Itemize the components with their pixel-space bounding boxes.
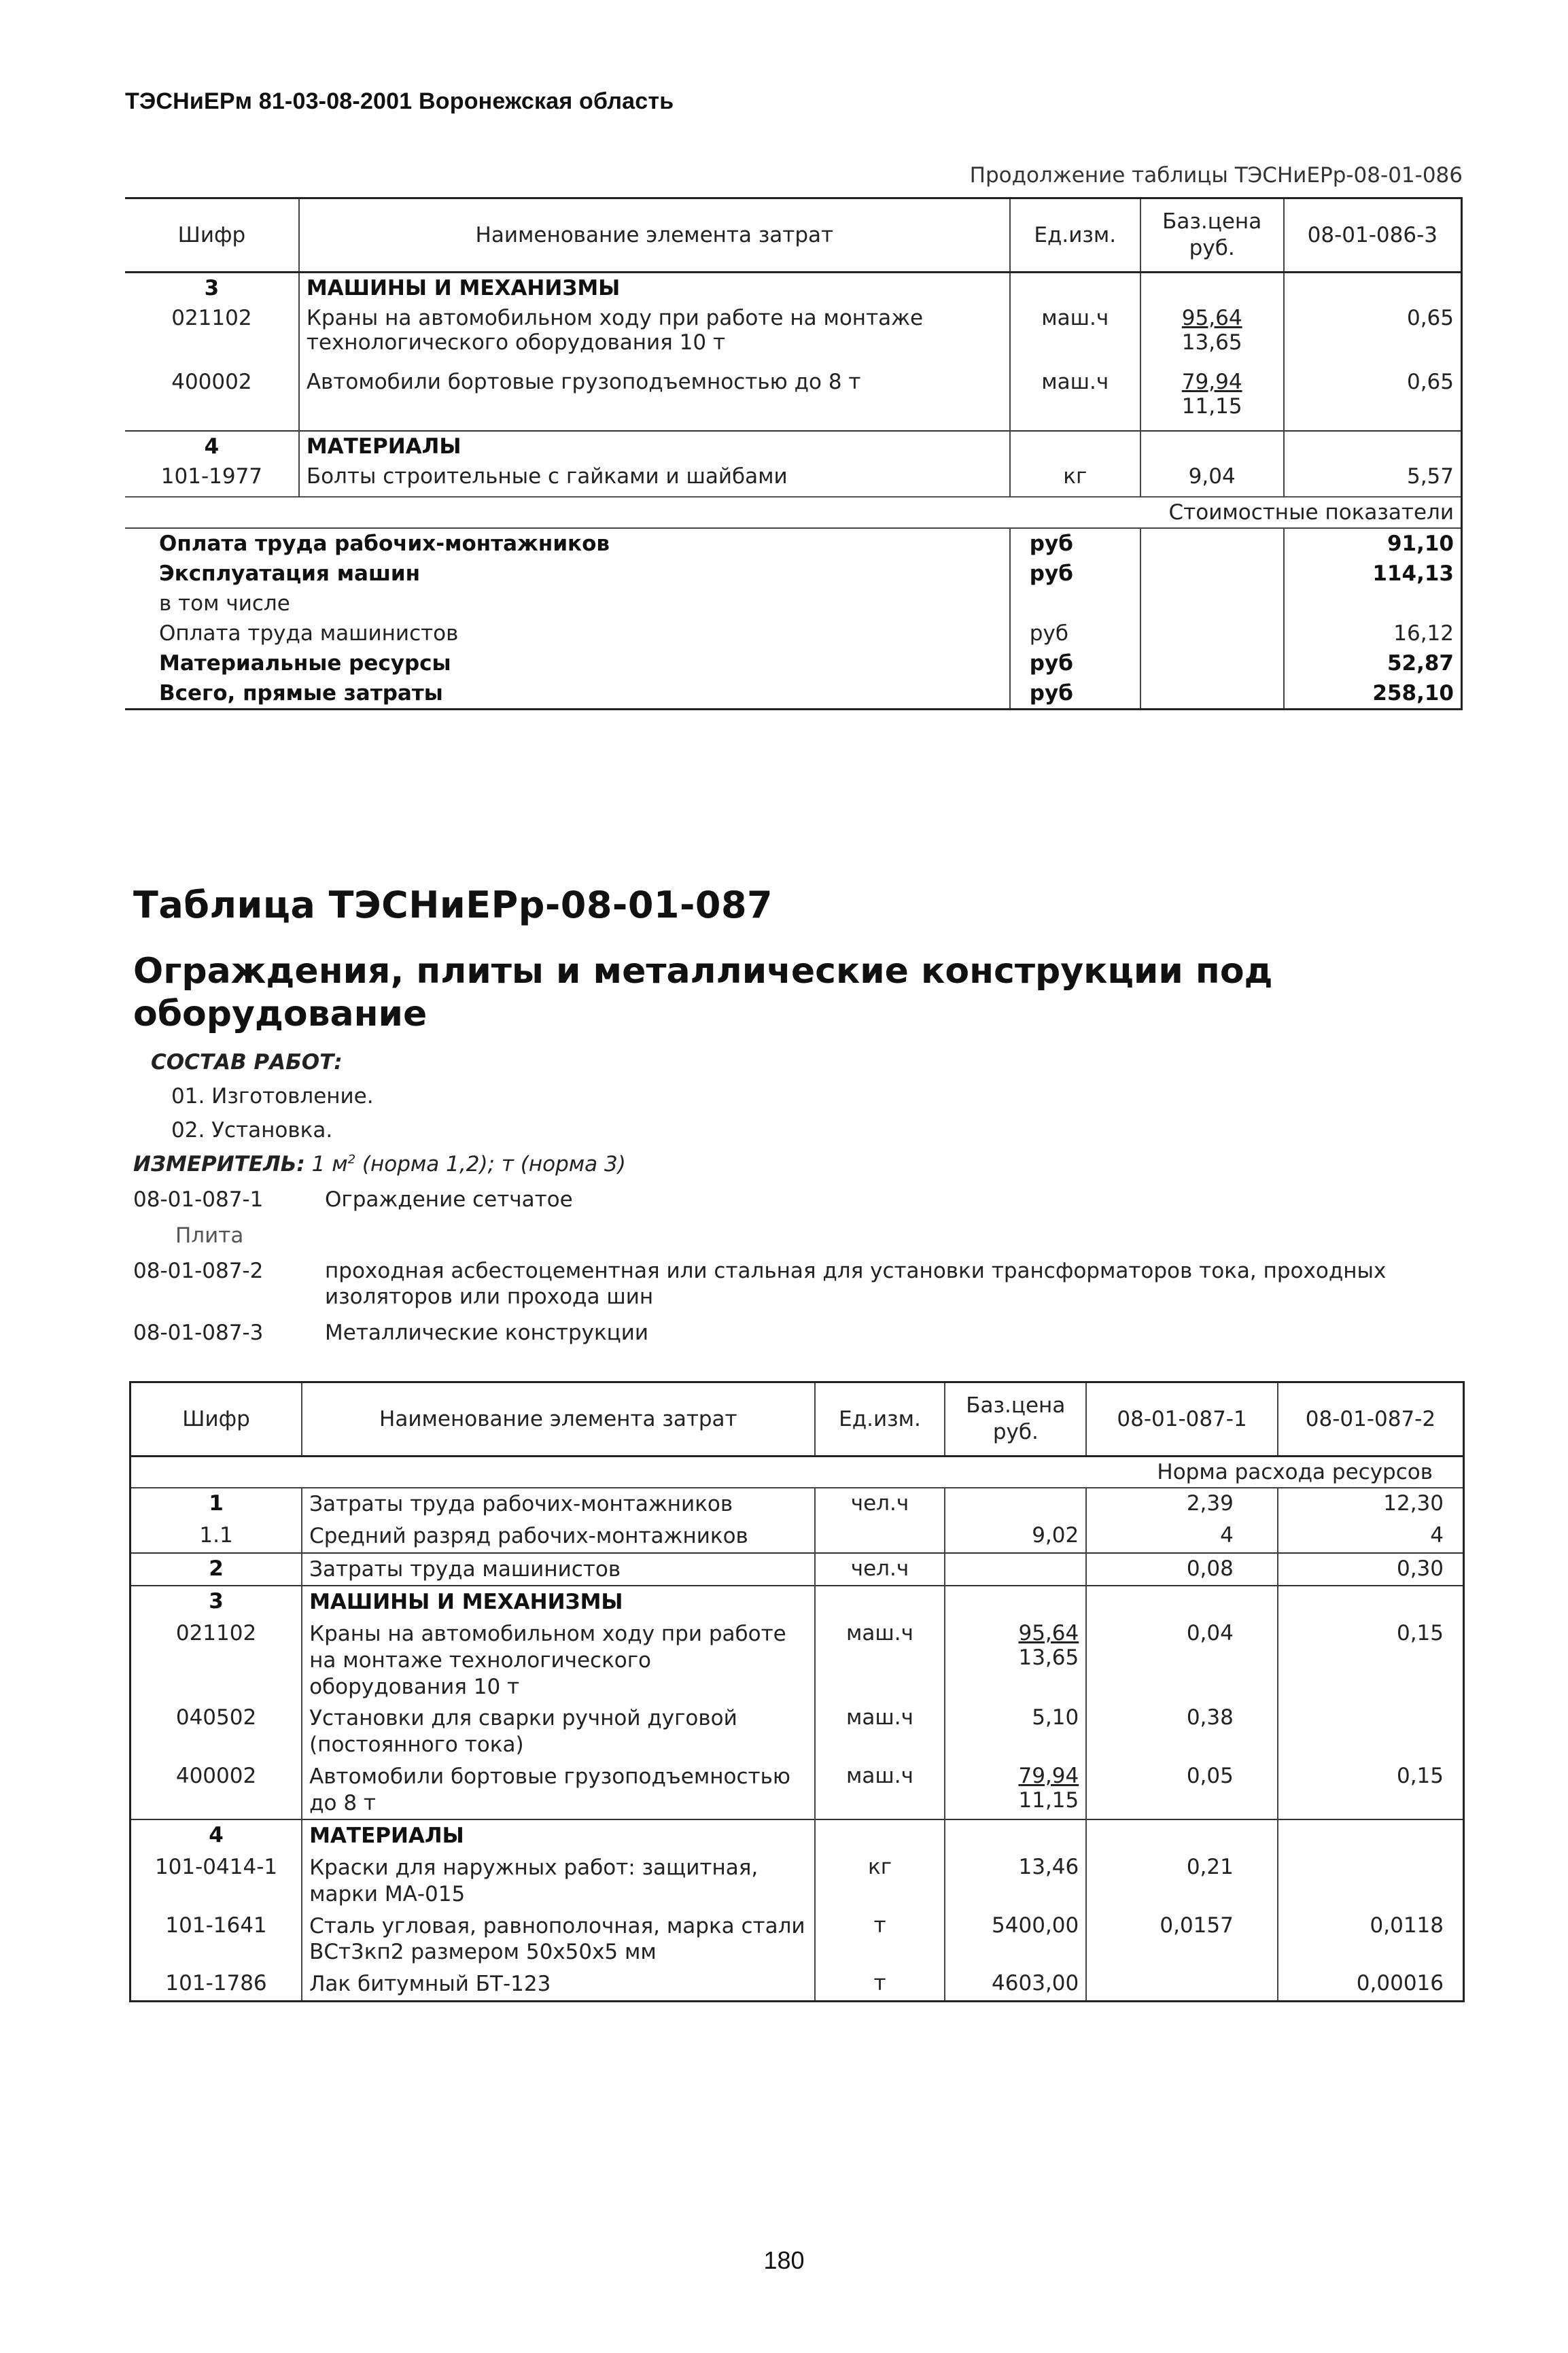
summary-spacer: [1140, 678, 1284, 710]
summary-unit: руб: [1010, 678, 1140, 710]
cell-code: 2: [130, 1553, 302, 1586]
price-value: 9,04: [1188, 464, 1236, 489]
cell-norm-2: [1278, 1703, 1464, 1761]
col-header-norm-1: 08-01-087-1: [1086, 1382, 1278, 1457]
summary-row: [125, 589, 1462, 618]
cell-name: Краски для наружных работ: защитная, марки МА-015: [302, 1852, 815, 1911]
cell-unit: кг: [815, 1852, 945, 1911]
table-title: Таблица ТЭСНиЕРр-08-01-087: [133, 884, 773, 926]
resource-table-087: [129, 1381, 1465, 2002]
col-header-name: Наименование элемента затрат: [302, 1382, 815, 1457]
table-row: [130, 1553, 1464, 1586]
cell-code: 400002: [171, 370, 252, 394]
cell-unit: [1010, 431, 1140, 461]
item-text: Ограждение сетчатое: [325, 1187, 573, 1212]
cell-code: 101-1977: [160, 464, 263, 489]
item-code: 08-01-087-3: [133, 1321, 264, 1345]
cell-code: 1: [130, 1488, 302, 1520]
price-value: 9,02: [1032, 1522, 1079, 1548]
section-row: [130, 1586, 1464, 1618]
col-header-norm: 08-01-086-3: [1284, 198, 1462, 273]
cell-unit: маш.ч: [815, 1761, 945, 1820]
norm-caption-row: [130, 1457, 1464, 1488]
cell-unit: [815, 1520, 945, 1553]
section-row: [125, 273, 1462, 304]
cell-code: 1.1: [130, 1520, 302, 1553]
cell-code: 101-1786: [130, 1968, 302, 2001]
cell-norm: 5,57: [1284, 461, 1462, 497]
cell-price: [1140, 461, 1284, 497]
cell-code: 101-0414-1: [130, 1852, 302, 1911]
price-value: 79,94: [1181, 370, 1242, 394]
cell-unit: т: [815, 1968, 945, 2001]
summary-spacer: [1140, 618, 1284, 648]
summary-name: Оплата труда машинистов: [159, 621, 459, 646]
cell-norm-2: 0,00016: [1278, 1968, 1464, 2001]
price-wage: 13,65: [1181, 330, 1242, 355]
cell-code: 101-1641: [130, 1911, 302, 1969]
cell-price: [945, 1911, 1086, 1969]
cell-norm-1: 0,21: [1086, 1852, 1278, 1911]
table-subtitle: Ограждения, плиты и металлические конструкции под оборудование: [133, 951, 1273, 1035]
cell-norm-1: 0,08: [1086, 1553, 1278, 1586]
cell-unit: чел.ч: [815, 1553, 945, 1586]
table-row: [130, 1618, 1464, 1703]
summary-unit: руб: [1010, 559, 1140, 589]
cell-norm: 0,65: [1284, 303, 1462, 367]
summary-row: [125, 618, 1462, 648]
cell-unit: т: [815, 1911, 945, 1969]
cell-norm: [1284, 273, 1462, 304]
table-row: [125, 303, 1462, 367]
col-header-name: Наименование элемента затрат: [299, 198, 1010, 273]
cell-name: МАШИНЫ И МЕХАНИЗМЫ: [302, 1586, 815, 1618]
col-header-unit: Ед.изм.: [815, 1382, 945, 1457]
price-wage: 11,15: [1181, 394, 1242, 419]
cell-unit: маш.ч: [1010, 303, 1140, 367]
cell-code: 040502: [130, 1703, 302, 1761]
section-row: [125, 431, 1462, 461]
cell-price: [945, 1761, 1086, 1820]
cell-name: Лак битумный БТ-123: [302, 1968, 815, 2001]
cell-price: [945, 1703, 1086, 1761]
table-row: [130, 1520, 1464, 1553]
cell-name: Автомобили бортовые грузоподъемностью до 8 т: [302, 1761, 815, 1820]
cell-name: Средний разряд рабочих-монтажников: [302, 1520, 815, 1553]
cell-name: Затраты труда рабочих-монтажников: [302, 1488, 815, 1520]
col-header-unit: Ед.изм.: [1010, 198, 1140, 273]
col-header-norm-2: 08-01-087-2: [1278, 1382, 1464, 1457]
cell-norm-2: 0,15: [1278, 1761, 1464, 1820]
table-row: [130, 1968, 1464, 2001]
summary-spacer: [1140, 528, 1284, 559]
running-header: ТЭСНиЕРм 81-03-08-2001 Воронежская область: [125, 88, 674, 114]
meter-line: [133, 1152, 626, 1176]
col-header-code: Шифр: [125, 198, 299, 273]
cell-code: 4: [125, 431, 299, 461]
cell-code: 400002: [130, 1761, 302, 1820]
summary-name: Всего, прямые затраты: [125, 678, 1010, 710]
table-row: [125, 461, 1462, 497]
summary-row: [125, 678, 1462, 710]
summary-name: в том числе: [159, 591, 290, 616]
cell-unit: [815, 1586, 945, 1618]
summary-spacer: [1140, 559, 1284, 589]
cell-name: Автомобили бортовые грузоподъемностью до 8 т: [299, 367, 1010, 431]
cell-price: [945, 1586, 1086, 1618]
summary-caption: Стоимостные показатели: [125, 497, 1462, 528]
cell-norm-2: 0,30: [1278, 1553, 1464, 1586]
summary-unit: руб: [1010, 618, 1140, 648]
cell-unit: чел.ч: [815, 1488, 945, 1520]
price-wage: 11,15: [1018, 1788, 1079, 1813]
cell-name: МАТЕРИАЛЫ: [299, 431, 1010, 461]
price-value: 13,46: [1018, 1855, 1079, 1879]
cell-norm-1: 2,39: [1086, 1488, 1278, 1520]
price-value: 95,64: [1181, 306, 1242, 330]
cell-price: [945, 1553, 1086, 1586]
cell-norm: 0,65: [1284, 367, 1462, 431]
cell-norm-2: 0,15: [1278, 1618, 1464, 1703]
summary-row: [125, 648, 1462, 678]
item-code: 08-01-087-1: [133, 1187, 264, 1212]
summary-value: 114,13: [1284, 559, 1462, 589]
cell-norm-1: 0,38: [1086, 1703, 1278, 1761]
cell-norm-1: 0,04: [1086, 1618, 1278, 1703]
cell-norm-2: 0,0118: [1278, 1911, 1464, 1969]
summary-unit: [1010, 589, 1140, 618]
cell-unit: [815, 1819, 945, 1852]
table-header-row: [125, 198, 1462, 273]
summary-name: Эксплуатация машин: [159, 561, 421, 586]
cell-norm-1: [1086, 1968, 1278, 2001]
cell-norm-1: 0,0157: [1086, 1911, 1278, 1969]
summary-spacer: [1140, 648, 1284, 678]
work-item-1: 01. Изготовление.: [171, 1084, 374, 1109]
price-value: 5,10: [1032, 1705, 1079, 1730]
summary-unit: руб: [1010, 648, 1140, 678]
cell-code: 021102: [130, 1618, 302, 1703]
cell-norm: [1284, 431, 1462, 461]
item-code: 08-01-087-2: [133, 1259, 264, 1283]
price-value: 79,94: [1018, 1763, 1079, 1788]
cell-norm-1: 0,05: [1086, 1761, 1278, 1820]
cell-name: Установки для сварки ручной дуговой (постоянного тока): [302, 1703, 815, 1761]
cell-name: Краны на автомобильном ходу при работе на монтаже технологического оборудования 10 т: [299, 303, 1010, 367]
price-wage: 13,65: [1018, 1645, 1079, 1670]
summary-value: 91,10: [1284, 528, 1462, 559]
cost-table-086: [125, 197, 1463, 710]
cell-norm-1: [1086, 1586, 1278, 1618]
cell-code: 3: [204, 276, 220, 300]
cell-price: [1140, 273, 1284, 304]
table-row: [130, 1488, 1464, 1520]
summary-value: 16,12: [1284, 618, 1462, 648]
cell-price: [1140, 303, 1284, 367]
table-row: [130, 1911, 1464, 1969]
cell-norm-1: 4: [1086, 1520, 1278, 1553]
cell-name: МАТЕРИАЛЫ: [302, 1819, 815, 1852]
summary-spacer: [1140, 589, 1284, 618]
price-value: 4603,00: [992, 1971, 1079, 1995]
cell-norm-2: 4: [1278, 1520, 1464, 1553]
table-row: [125, 367, 1462, 431]
cell-code: 3: [130, 1586, 302, 1618]
summary-unit: руб: [1010, 528, 1140, 559]
cell-norm-2: 12,30: [1278, 1488, 1464, 1520]
cell-name: Болты строительные с гайками и шайбами: [299, 461, 1010, 497]
summary-row: [125, 559, 1462, 589]
norm-caption: Норма расхода ресурсов: [130, 1457, 1464, 1488]
section-row: [130, 1819, 1464, 1852]
table-row: [130, 1761, 1464, 1820]
summary-name: Оплата труда рабочих-монтажников: [159, 531, 610, 556]
cell-norm-1: [1086, 1819, 1278, 1852]
summary-value: 258,10: [1284, 678, 1462, 710]
item-text: проходная асбестоцементная или стальная для установки трансформаторов тока, проходных изоляторов или прохода шин: [325, 1259, 1387, 1309]
table-row: [130, 1852, 1464, 1911]
price-value: 95,64: [1018, 1621, 1079, 1645]
cell-name: Затраты труда машинистов: [302, 1553, 815, 1586]
table-header-row: [130, 1382, 1464, 1457]
table-continuation-caption: Продолжение таблицы ТЭСНиЕРр-08-01-086: [969, 163, 1463, 188]
cell-name: Краны на автомобильном ходу при работе на монтаже технологического оборудования 10 т: [302, 1618, 815, 1703]
cell-norm-2: [1278, 1586, 1464, 1618]
table-row: [130, 1703, 1464, 1761]
summary-row: [125, 528, 1462, 559]
cell-price: [945, 1968, 1086, 2001]
meter-label: ИЗМЕРИТЕЛЬ:: [133, 1152, 305, 1176]
cell-unit: кг: [1010, 461, 1140, 497]
cell-price: [1140, 367, 1284, 431]
summary-name: Материальные ресурсы: [159, 651, 451, 676]
cell-price: [945, 1520, 1086, 1553]
item-group-label: Плита: [175, 1223, 244, 1248]
cell-price: [945, 1618, 1086, 1703]
cell-unit: маш.ч: [815, 1618, 945, 1703]
cell-code: 4: [130, 1819, 302, 1852]
item-text: Металлические конструкции: [325, 1321, 649, 1345]
cell-price: [1140, 431, 1284, 461]
cell-unit: маш.ч: [815, 1703, 945, 1761]
cell-price: [945, 1819, 1086, 1852]
col-header-price: Баз.цена руб.: [1140, 198, 1284, 273]
cell-unit: [1010, 273, 1140, 304]
cell-name: МАШИНЫ И МЕХАНИЗМЫ: [299, 273, 1010, 304]
col-header-price: Баз.цена руб.: [945, 1382, 1086, 1457]
works-label: СОСТАВ РАБОТ:: [151, 1050, 343, 1075]
work-item-2: 02. Установка.: [171, 1118, 333, 1143]
cell-name: Сталь угловая, равнополочная, марка стали ВСт3кп2 размером 50х50х5 мм: [302, 1911, 815, 1969]
col-header-code: Шифр: [130, 1382, 302, 1457]
cell-unit: маш.ч: [1010, 367, 1140, 431]
summary-value: [1284, 589, 1462, 618]
page-number: 180: [763, 2246, 805, 2274]
price-value: 5400,00: [992, 1913, 1079, 1938]
cell-norm-2: [1278, 1819, 1464, 1852]
summary-caption-row: [125, 497, 1462, 528]
cell-price: [945, 1852, 1086, 1911]
summary-value: 52,87: [1284, 648, 1462, 678]
cell-price: [945, 1488, 1086, 1520]
cell-code: 021102: [171, 306, 252, 330]
cell-norm-2: [1278, 1852, 1464, 1911]
meter-value: 1 $м^2$ (норма 1,2); т (норма 3): [311, 1152, 626, 1176]
